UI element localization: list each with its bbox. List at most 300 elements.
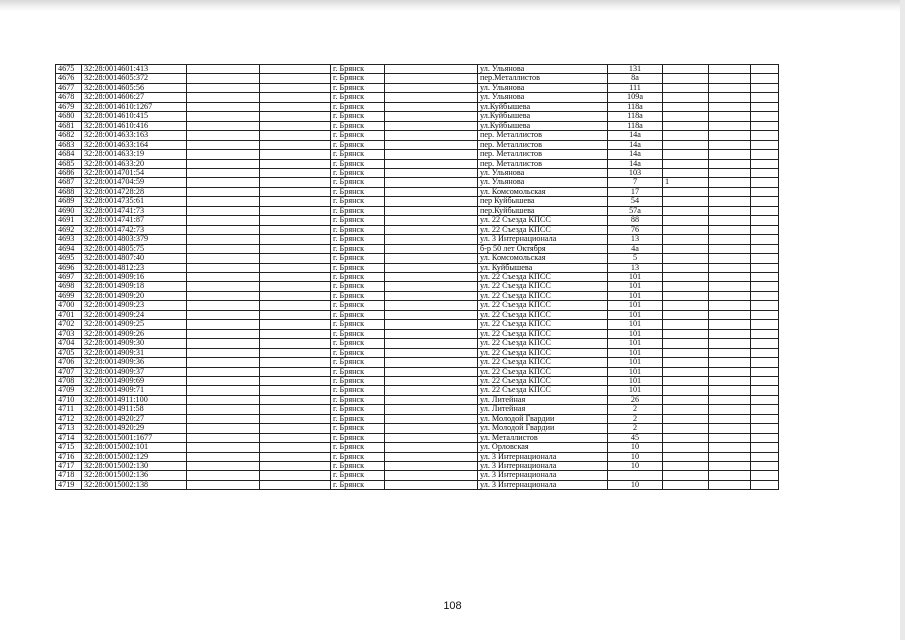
empty-cell — [709, 178, 751, 187]
empty-cell — [260, 140, 331, 149]
empty-cell — [260, 424, 331, 433]
empty-cell — [385, 83, 478, 92]
row-number-cell: 4701 — [56, 310, 82, 319]
empty-cell — [385, 244, 478, 253]
cadastral-number-cell: 32:28:0014909:25 — [82, 320, 187, 329]
house-number-cell: 101 — [608, 339, 663, 348]
empty-cell — [385, 74, 478, 83]
empty-cell — [260, 187, 331, 196]
city-cell: г. Брянск — [331, 433, 385, 442]
cadastral-number-cell: 32:28:0014741:87 — [82, 216, 187, 225]
table-row — [56, 254, 779, 263]
empty-cell — [709, 301, 751, 310]
extra-cell — [663, 93, 709, 102]
empty-cell — [187, 225, 260, 234]
empty-cell — [187, 395, 260, 404]
street-cell: ул. Литейная — [478, 395, 608, 404]
empty-cell — [751, 93, 779, 102]
house-number-cell: 4а — [608, 244, 663, 253]
empty-cell — [260, 443, 331, 452]
empty-cell — [751, 178, 779, 187]
city-cell: г. Брянск — [331, 254, 385, 263]
row-number-cell: 4717 — [56, 462, 82, 471]
house-number-cell: 101 — [608, 376, 663, 385]
extra-cell — [663, 206, 709, 215]
row-number-cell: 4703 — [56, 329, 82, 338]
cadastral-number-cell: 32:28:0014610:416 — [82, 121, 187, 130]
extra-cell — [663, 291, 709, 300]
table-row — [56, 225, 779, 234]
city-cell: г. Брянск — [331, 150, 385, 159]
empty-cell — [260, 462, 331, 471]
register-table — [55, 64, 779, 490]
row-number-cell: 4683 — [56, 140, 82, 149]
city-cell: г. Брянск — [331, 452, 385, 461]
table-row — [56, 433, 779, 442]
empty-cell — [260, 291, 331, 300]
table-row — [56, 339, 779, 348]
street-cell: ул. 3 Интернационала — [478, 235, 608, 244]
extra-cell — [663, 395, 709, 404]
street-cell: ул. 22 Съезда КПСС — [478, 348, 608, 357]
house-number-cell: 57а — [608, 206, 663, 215]
row-number-cell: 4694 — [56, 244, 82, 253]
table-row — [56, 187, 779, 196]
empty-cell — [260, 452, 331, 461]
cadastral-number-cell: 32:28:0015001:1677 — [82, 433, 187, 442]
city-cell: г. Брянск — [331, 320, 385, 329]
table-row — [56, 65, 779, 74]
empty-cell — [260, 471, 331, 480]
city-cell: г. Брянск — [331, 462, 385, 471]
cadastral-number-cell: 32:28:0014909:31 — [82, 348, 187, 357]
extra-cell — [663, 414, 709, 423]
cadastral-number-cell: 32:28:0014920:29 — [82, 424, 187, 433]
row-number-cell: 4711 — [56, 405, 82, 414]
cadastral-number-cell: 32:28:0014633:19 — [82, 150, 187, 159]
extra-cell — [663, 168, 709, 177]
cadastral-number-cell: 32:28:0014920:27 — [82, 414, 187, 423]
city-cell: г. Брянск — [331, 376, 385, 385]
empty-cell — [385, 386, 478, 395]
cadastral-number-cell: 32:28:0014909:20 — [82, 291, 187, 300]
house-number-cell: 5 — [608, 254, 663, 263]
table-row — [56, 102, 779, 111]
empty-cell — [751, 424, 779, 433]
table-row — [56, 168, 779, 177]
house-number-cell: 2 — [608, 424, 663, 433]
city-cell: г. Брянск — [331, 83, 385, 92]
row-number-cell: 4693 — [56, 235, 82, 244]
empty-cell — [385, 291, 478, 300]
empty-cell — [709, 386, 751, 395]
table-row — [56, 480, 779, 489]
empty-cell — [260, 159, 331, 168]
empty-cell — [260, 65, 331, 74]
empty-cell — [709, 452, 751, 461]
house-number-cell: 7 — [608, 178, 663, 187]
city-cell: г. Брянск — [331, 112, 385, 121]
cadastral-number-cell: 32:28:0014805:75 — [82, 244, 187, 253]
extra-cell — [663, 235, 709, 244]
empty-cell — [187, 329, 260, 338]
extra-cell — [663, 159, 709, 168]
house-number-cell: 54 — [608, 197, 663, 206]
empty-cell — [187, 272, 260, 281]
empty-cell — [385, 197, 478, 206]
empty-cell — [260, 178, 331, 187]
empty-cell — [187, 150, 260, 159]
empty-cell — [260, 376, 331, 385]
city-cell: г. Брянск — [331, 168, 385, 177]
city-cell: г. Брянск — [331, 187, 385, 196]
empty-cell — [260, 244, 331, 253]
street-cell: ул. Орловская — [478, 443, 608, 452]
street-cell: ул. 22 Съезда КПСС — [478, 339, 608, 348]
empty-cell — [260, 216, 331, 225]
row-number-cell: 4690 — [56, 206, 82, 215]
cadastral-number-cell: 32:28:0014633:20 — [82, 159, 187, 168]
extra-cell — [663, 254, 709, 263]
cadastral-number-cell: 32:28:0014909:30 — [82, 339, 187, 348]
row-number-cell: 4719 — [56, 480, 82, 489]
cadastral-number-cell: 32:28:0014909:36 — [82, 358, 187, 367]
empty-cell — [260, 405, 331, 414]
cadastral-number-cell: 32:28:0015002:136 — [82, 471, 187, 480]
extra-cell — [663, 74, 709, 83]
empty-cell — [751, 348, 779, 357]
empty-cell — [385, 358, 478, 367]
house-number-cell: 26 — [608, 395, 663, 404]
street-cell: пер. Металлистов — [478, 150, 608, 159]
empty-cell — [709, 112, 751, 121]
empty-cell — [260, 329, 331, 338]
city-cell: г. Брянск — [331, 131, 385, 140]
row-number-cell: 4712 — [56, 414, 82, 423]
empty-cell — [385, 65, 478, 74]
city-cell: г. Брянск — [331, 291, 385, 300]
house-number-cell: 101 — [608, 291, 663, 300]
empty-cell — [385, 424, 478, 433]
empty-cell — [260, 102, 331, 111]
city-cell: г. Брянск — [331, 480, 385, 489]
empty-cell — [187, 291, 260, 300]
empty-cell — [709, 471, 751, 480]
empty-cell — [260, 480, 331, 489]
extra-cell — [663, 282, 709, 291]
empty-cell — [260, 320, 331, 329]
empty-cell — [385, 301, 478, 310]
city-cell: г. Брянск — [331, 405, 385, 414]
empty-cell — [385, 405, 478, 414]
row-number-cell: 4675 — [56, 65, 82, 74]
empty-cell — [260, 358, 331, 367]
table-row — [56, 424, 779, 433]
row-number-cell: 4685 — [56, 159, 82, 168]
table-row — [56, 121, 779, 130]
city-cell: г. Брянск — [331, 178, 385, 187]
extra-cell — [663, 358, 709, 367]
empty-cell — [751, 150, 779, 159]
cadastral-number-cell: 32:28:0014701:54 — [82, 168, 187, 177]
empty-cell — [709, 348, 751, 357]
house-number-cell: 101 — [608, 310, 663, 319]
city-cell: г. Брянск — [331, 367, 385, 376]
cadastral-number-cell: 32:28:0014803:379 — [82, 235, 187, 244]
table-row — [56, 216, 779, 225]
empty-cell — [385, 102, 478, 111]
scan-border-top — [0, 0, 905, 12]
cadastral-number-cell: 32:28:0014909:18 — [82, 282, 187, 291]
empty-cell — [385, 216, 478, 225]
empty-cell — [385, 452, 478, 461]
street-cell: ул. 22 Съезда КПСС — [478, 291, 608, 300]
empty-cell — [187, 480, 260, 489]
table-row — [56, 414, 779, 423]
empty-cell — [709, 329, 751, 338]
street-cell: ул. 22 Съезда КПСС — [478, 367, 608, 376]
empty-cell — [260, 433, 331, 442]
empty-cell — [260, 206, 331, 215]
empty-cell — [709, 414, 751, 423]
table-row — [56, 386, 779, 395]
empty-cell — [187, 462, 260, 471]
street-cell: пер. Металлистов — [478, 159, 608, 168]
extra-cell — [663, 225, 709, 234]
extra-cell — [663, 121, 709, 130]
city-cell: г. Брянск — [331, 301, 385, 310]
city-cell: г. Брянск — [331, 272, 385, 281]
row-number-cell: 4698 — [56, 282, 82, 291]
row-number-cell: 4700 — [56, 301, 82, 310]
extra-cell — [663, 310, 709, 319]
empty-cell — [709, 140, 751, 149]
extra-cell — [663, 65, 709, 74]
house-number-cell: 88 — [608, 216, 663, 225]
cadastral-number-cell: 32:28:0015002:129 — [82, 452, 187, 461]
empty-cell — [751, 414, 779, 423]
street-cell: ул. Молодой Гвардии — [478, 424, 608, 433]
empty-cell — [751, 339, 779, 348]
empty-cell — [260, 112, 331, 121]
scan-border-right — [900, 0, 905, 640]
empty-cell — [385, 480, 478, 489]
empty-cell — [187, 471, 260, 480]
house-number-cell: 109а — [608, 93, 663, 102]
street-cell: ул. 3 Интернационала — [478, 452, 608, 461]
empty-cell — [709, 433, 751, 442]
empty-cell — [187, 131, 260, 140]
empty-cell — [187, 414, 260, 423]
city-cell: г. Брянск — [331, 102, 385, 111]
empty-cell — [751, 291, 779, 300]
empty-cell — [385, 329, 478, 338]
cadastral-number-cell: 32:28:0014610:415 — [82, 112, 187, 121]
empty-cell — [709, 424, 751, 433]
table-row — [56, 282, 779, 291]
empty-cell — [709, 74, 751, 83]
empty-cell — [751, 462, 779, 471]
street-cell: ул. Ульянова — [478, 65, 608, 74]
street-cell: ул. Ульянова — [478, 168, 608, 177]
table-row — [56, 159, 779, 168]
empty-cell — [187, 358, 260, 367]
empty-cell — [187, 386, 260, 395]
table-row — [56, 112, 779, 121]
extra-cell — [663, 150, 709, 159]
cadastral-number-cell: 32:28:0014909:16 — [82, 272, 187, 281]
empty-cell — [260, 150, 331, 159]
empty-cell — [751, 254, 779, 263]
extra-cell — [663, 480, 709, 489]
empty-cell — [260, 272, 331, 281]
extra-cell — [663, 83, 709, 92]
empty-cell — [751, 272, 779, 281]
empty-cell — [187, 178, 260, 187]
empty-cell — [187, 405, 260, 414]
empty-cell — [187, 263, 260, 272]
cadastral-number-cell: 32:28:0014606:27 — [82, 93, 187, 102]
city-cell: г. Брянск — [331, 348, 385, 357]
table-row — [56, 74, 779, 83]
empty-cell — [709, 339, 751, 348]
row-number-cell: 4705 — [56, 348, 82, 357]
extra-cell — [663, 216, 709, 225]
empty-cell — [751, 102, 779, 111]
empty-cell — [187, 367, 260, 376]
city-cell: г. Брянск — [331, 339, 385, 348]
house-number-cell: 13 — [608, 263, 663, 272]
empty-cell — [751, 112, 779, 121]
extra-cell — [663, 244, 709, 253]
cadastral-number-cell: 32:28:0014909:71 — [82, 386, 187, 395]
empty-cell — [187, 282, 260, 291]
cadastral-number-cell: 32:28:0014610:1267 — [82, 102, 187, 111]
row-number-cell: 4697 — [56, 272, 82, 281]
empty-cell — [709, 235, 751, 244]
empty-cell — [709, 216, 751, 225]
empty-cell — [187, 216, 260, 225]
empty-cell — [260, 386, 331, 395]
cadastral-number-cell: 32:28:0014909:26 — [82, 329, 187, 338]
empty-cell — [385, 272, 478, 281]
table-row — [56, 310, 779, 319]
table-row — [56, 93, 779, 102]
house-number-cell: 101 — [608, 301, 663, 310]
empty-cell — [709, 150, 751, 159]
empty-cell — [187, 348, 260, 357]
cadastral-number-cell: 32:28:0014633:163 — [82, 131, 187, 140]
house-number-cell: 14а — [608, 150, 663, 159]
row-number-cell: 4691 — [56, 216, 82, 225]
empty-cell — [187, 102, 260, 111]
row-number-cell: 4702 — [56, 320, 82, 329]
city-cell: г. Брянск — [331, 310, 385, 319]
empty-cell — [709, 121, 751, 130]
row-number-cell: 4680 — [56, 112, 82, 121]
empty-cell — [709, 225, 751, 234]
row-number-cell: 4686 — [56, 168, 82, 177]
city-cell: г. Брянск — [331, 93, 385, 102]
empty-cell — [385, 433, 478, 442]
row-number-cell: 4715 — [56, 443, 82, 452]
empty-cell — [385, 112, 478, 121]
empty-cell — [187, 140, 260, 149]
empty-cell — [187, 187, 260, 196]
city-cell: г. Брянск — [331, 282, 385, 291]
empty-cell — [260, 254, 331, 263]
house-number-cell: 45 — [608, 433, 663, 442]
table-row — [56, 367, 779, 376]
table-row — [56, 291, 779, 300]
empty-cell — [709, 187, 751, 196]
cadastral-number-cell: 32:28:0015002:138 — [82, 480, 187, 489]
empty-cell — [709, 272, 751, 281]
house-number-cell: 14а — [608, 131, 663, 140]
empty-cell — [385, 414, 478, 423]
empty-cell — [751, 367, 779, 376]
house-number-cell: 10 — [608, 480, 663, 489]
extra-cell — [663, 102, 709, 111]
empty-cell — [260, 74, 331, 83]
street-cell: ул. Литейная — [478, 405, 608, 414]
house-number-cell: 14а — [608, 140, 663, 149]
page-number: 108 — [443, 600, 462, 612]
empty-cell — [260, 225, 331, 234]
table-row — [56, 471, 779, 480]
extra-cell — [663, 339, 709, 348]
empty-cell — [709, 131, 751, 140]
street-cell: ул.Куйбышева — [478, 112, 608, 121]
house-number-cell: 17 — [608, 187, 663, 196]
empty-cell — [751, 83, 779, 92]
street-cell: ул. 3 Интернационала — [478, 480, 608, 489]
empty-cell — [709, 102, 751, 111]
empty-cell — [187, 339, 260, 348]
empty-cell — [385, 471, 478, 480]
house-number-cell: 2 — [608, 414, 663, 423]
empty-cell — [385, 150, 478, 159]
street-cell: ул.Куйбышева — [478, 102, 608, 111]
street-cell: ул. Комсомольская — [478, 254, 608, 263]
empty-cell — [751, 376, 779, 385]
extra-cell — [663, 263, 709, 272]
empty-cell — [751, 405, 779, 414]
house-number-cell: 8а — [608, 74, 663, 83]
table-row — [56, 405, 779, 414]
house-number-cell: 101 — [608, 272, 663, 281]
street-cell: пер.Куйбышева — [478, 206, 608, 215]
extra-cell — [663, 386, 709, 395]
empty-cell — [751, 452, 779, 461]
table-row — [56, 150, 779, 159]
empty-cell — [385, 235, 478, 244]
street-cell: пер.Металлистов — [478, 74, 608, 83]
empty-cell — [709, 367, 751, 376]
empty-cell — [709, 168, 751, 177]
row-number-cell: 4676 — [56, 74, 82, 83]
empty-cell — [260, 93, 331, 102]
empty-cell — [260, 263, 331, 272]
empty-cell — [751, 358, 779, 367]
city-cell: г. Брянск — [331, 65, 385, 74]
empty-cell — [385, 395, 478, 404]
extra-cell — [663, 462, 709, 471]
extra-cell — [663, 187, 709, 196]
house-number-cell: 10 — [608, 452, 663, 461]
street-cell: ул. 22 Съезда КПСС — [478, 329, 608, 338]
extra-cell — [663, 301, 709, 310]
